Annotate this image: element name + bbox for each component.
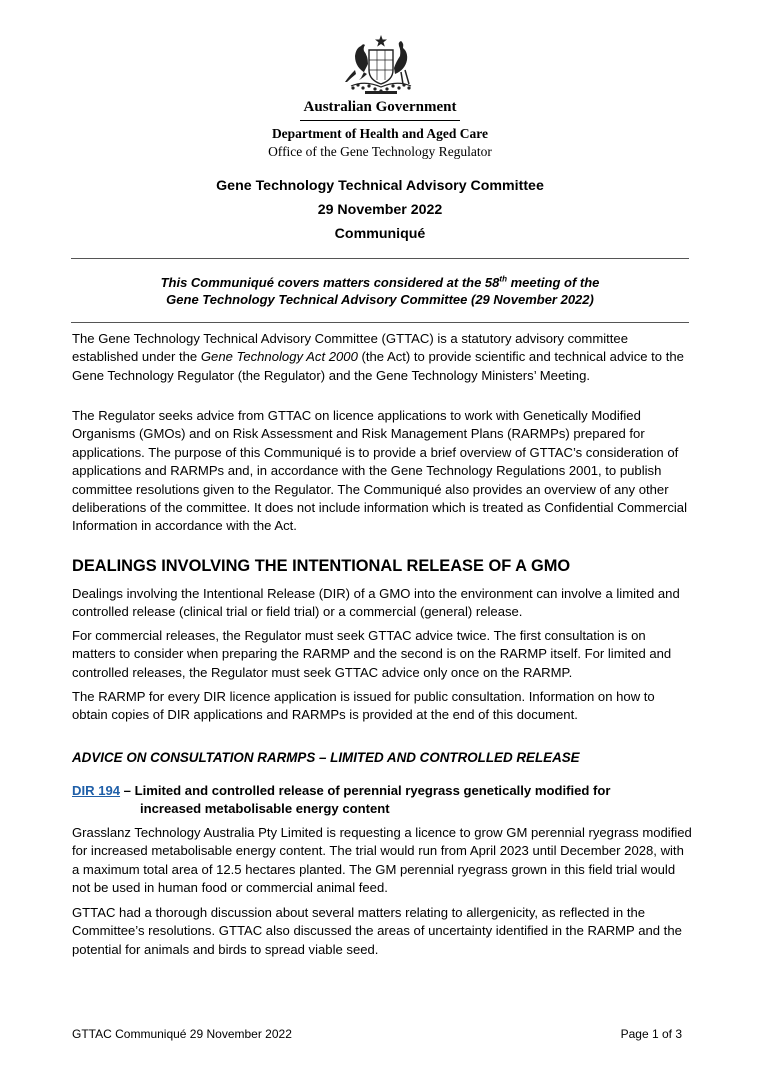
dir-194-heading <box>72 782 692 819</box>
department-name: Department of Health and Aged Care <box>271 126 489 141</box>
summary-superscript: th <box>499 274 507 284</box>
footer-page-number: Page 1 of 3 <box>620 1027 682 1041</box>
section1-paragraph-2 <box>72 627 692 682</box>
dir-194-title-b: increased metabolisable energy content <box>140 801 390 817</box>
dir-194-p2-text: GTTAC had a thorough discussion about several matters relating to allergenicity, as reflected in the Committee’s resolutions. GTTAC also discussed the areas of uncertainty identified in the RARMP and the potential for animals and birds to spread viable seed. <box>72 905 682 957</box>
dir-194-paragraph-1 <box>72 824 692 898</box>
section1-p1-text: Dealings involving the Intentional Release (DIR) of a GMO into the environment can involve a limited and controlled release (clinical trial or field trial) or a commercial (general) release. <box>72 586 680 620</box>
footer-document-name: GTTAC Communiqué 29 November 2022 <box>72 1027 292 1041</box>
document-type: Communiqué <box>334 226 426 242</box>
intro-p2-text: The Regulator seeks advice from GTTAC on licence applications to work with Genetically Modified Organisms (GMOs) and on Risk Assessment and Risk Management Plans (RARMPs) prepared for applications. The purpose of this Communiqué is to provide a brief overview of GTTAC’s consideration of applications and RARMPs and, in accordance with the Gene Technology Regulations 2001, to publish committee resolutions given to the Regulator. The Communiqué also provides an overview of any other deliberations of the committee. It does not include information which is treated as Confidential Commercial Information in accordance with the Act. <box>72 408 687 534</box>
summary-bottom-rule <box>71 322 689 323</box>
dir-194-p1-text: Grasslanz Technology Australia Pty Limited is requesting a licence to grow GM perennial ryegrass modified for increased metabolisable energy content. The trial would run from April 2023 until December 2028, with a maximum total area of 12.5 hectares planted. The GM perennial ryegrass grown in this field trial would not be used in human food or commercial animal feed. <box>72 825 692 896</box>
section-heading-consultation-rarmps: ADVICE ON CONSULTATION RARMPS – LIMITED AND CONTROLLED RELEASE <box>72 750 580 765</box>
office-name: Office of the Gene Technology Regulator <box>268 144 492 159</box>
summary-text-line2: Gene Technology Technical Advisory Committee (29 November 2022) <box>166 292 594 307</box>
summary-top-rule <box>71 258 689 259</box>
committee-title: Gene Technology Technical Advisory Committee <box>216 178 544 194</box>
section1-p3-text: The RARMP for every DIR licence application is issued for public consultation. Information on how to obtain copies of DIR applications and RARMPs is provided at the end of this document. <box>72 689 655 723</box>
coat-of-arms-icon <box>341 34 421 96</box>
section1-paragraph-3 <box>72 688 692 725</box>
summary-text-part1: This Communiqué covers matters considered at the 58 <box>160 275 500 290</box>
meeting-date: 29 November 2022 <box>317 202 443 218</box>
summary-text-part2: meeting of the <box>506 275 600 290</box>
section1-paragraph-1 <box>72 585 692 622</box>
section-heading-intentional-release: DEALINGS INVOLVING THE INTENTIONAL RELEASE OF A GMO <box>72 557 571 575</box>
dir-194-paragraph-2 <box>72 904 692 959</box>
intro-paragraph-1 <box>72 330 692 385</box>
summary-box <box>71 274 689 308</box>
government-name: Australian Government <box>303 99 457 115</box>
section1-p2-text: For commercial releases, the Regulator must seek GTTAC advice twice. The first consultation is on matters to consider when preparing the RARMP and the second is on the RARMP itself. For limited and controlled releases, the Regulator must seek GTTAC advice only once on the RARMP. <box>72 628 672 680</box>
header-divider <box>300 120 460 121</box>
dir-194-link[interactable]: DIR 194 <box>72 783 121 798</box>
act-name: Gene Technology Act 2000 <box>200 349 358 365</box>
intro-p1-text-a: The Gene Technology Technical Advisory Committee (GTTAC) is a statutory advisory committee established under the <box>72 331 628 365</box>
dir-194-title-a: – Limited and controlled release of perennial ryegrass genetically modified for <box>120 783 611 798</box>
intro-p1-text-b: (the Act) to provide scientific and technical advice to the Gene Technology Regulator (the Regulator) and the Gene Technology Ministers’ Meeting. <box>72 349 684 383</box>
intro-paragraph-2 <box>72 407 692 536</box>
